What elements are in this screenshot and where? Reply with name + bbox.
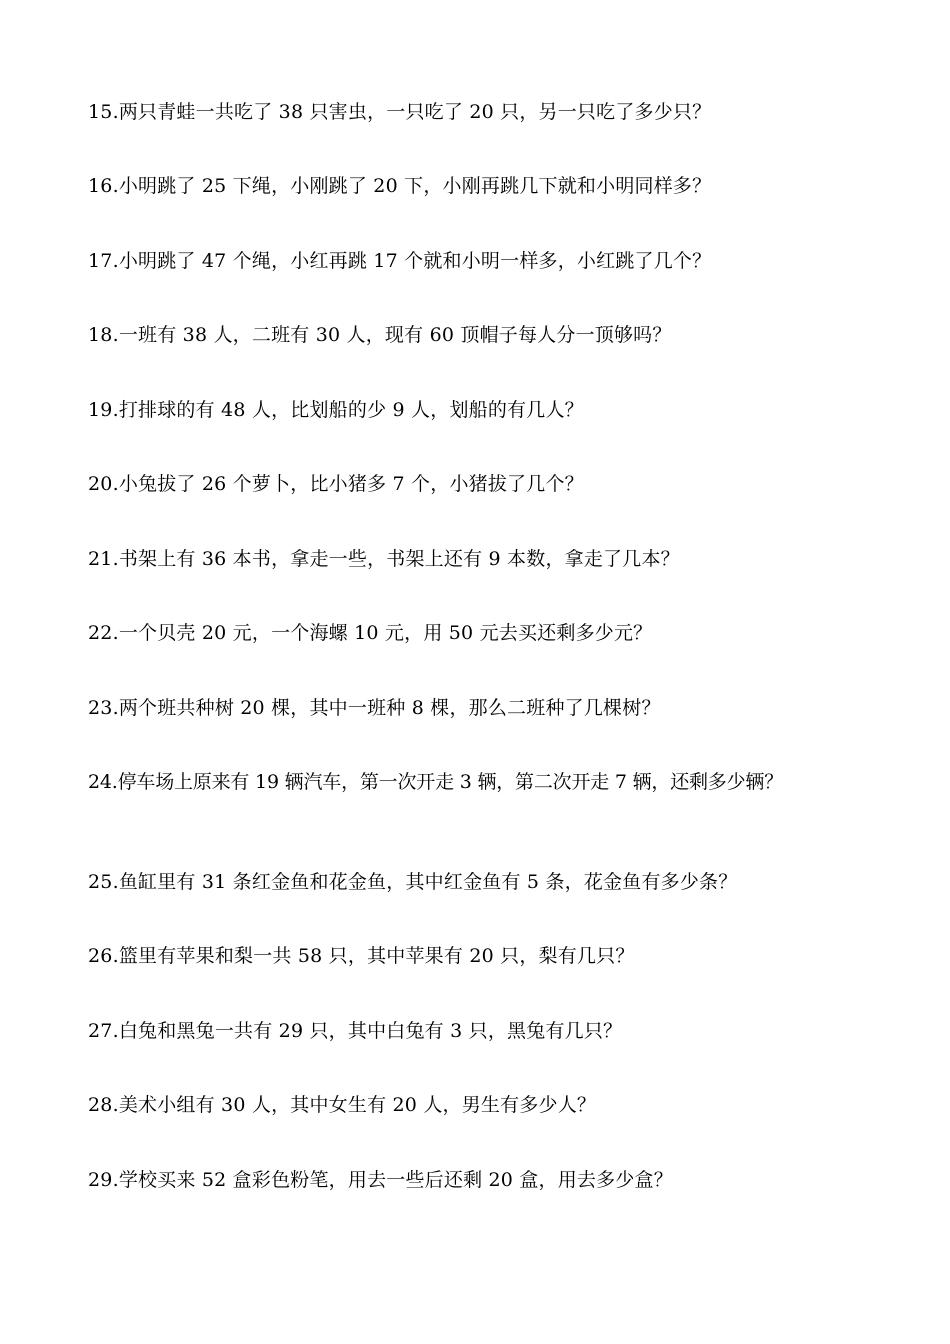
question-21: 21.书架上有 36 本书，拿走一些，书架上还有 9 本数，拿走了几本？ xyxy=(88,548,680,570)
question-29: 29.学校买来 52 盒彩色粉笔，用去一些后还剩 20 盒，用去多少盒？ xyxy=(88,1169,673,1191)
question-18: 18.一班有 38 人，二班有 30 人，现有 60 顶帽子每人分一顶够吗？ xyxy=(88,324,672,346)
question-16: 16.小明跳了 25 下绳，小刚跳了 20 下，小刚再跳几下就和小明同样多？ xyxy=(88,175,712,197)
question-24: 24.停车场上原来有 19 辆汽车，第一次开走 3 辆，第二次开走 7 辆，还剩多少辆？ xyxy=(88,771,784,793)
question-27: 27.白兔和黑兔一共有 29 只，其中白兔有 3 只，黑兔有几只？ xyxy=(88,1020,623,1042)
question-15: 15.两只青蛙一共吃了 38 只害虫，一只吃了 20 只，另一只吃了多少只？ xyxy=(88,101,712,123)
question-25: 25.鱼缸里有 31 条红金鱼和花金鱼，其中红金鱼有 5 条，花金鱼有多少条？ xyxy=(88,871,738,893)
question-20: 20.小兔拔了 26 个萝卜，比小猪多 7 个，小猪拔了几个？ xyxy=(88,473,584,495)
question-26: 26.篮里有苹果和梨一共 58 只，其中苹果有 20 只，梨有几只？ xyxy=(88,945,635,967)
question-17: 17.小明跳了 47 个绳，小红再跳 17 个就和小明一样多，小红跳了几个？ xyxy=(88,250,712,272)
question-19: 19.打排球的有 48 人，比划船的少 9 人，划船的有几人？ xyxy=(88,399,584,421)
question-22: 22.一个贝壳 20 元，一个海螺 10 元，用 50 元去买还剩多少元？ xyxy=(88,622,653,644)
question-28: 28.美术小组有 30 人，其中女生有 20 人，男生有多少人？ xyxy=(88,1094,597,1116)
question-23: 23.两个班共种树 20 棵，其中一班种 8 棵，那么二班种了几棵树？ xyxy=(88,697,661,719)
